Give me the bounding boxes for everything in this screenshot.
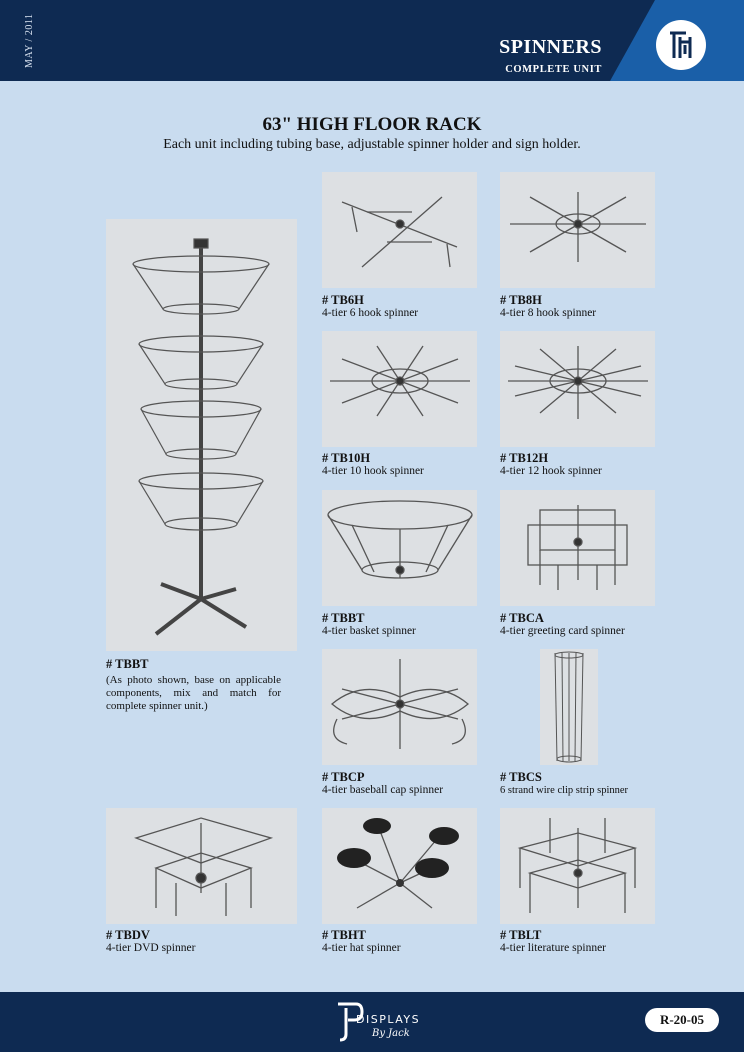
product-code-tblt: # TBLT: [500, 928, 542, 942]
product-desc-tbht: 4-tier hat spinner: [322, 942, 401, 954]
product-photo-tbbt-full: [106, 219, 297, 651]
section-title: SPINNERS: [499, 36, 602, 58]
product-desc-tb10h: 4-tier 10 hook spinner: [322, 465, 424, 477]
product-photo-tb6h: [322, 172, 477, 288]
product-photo-tbcs: [540, 649, 598, 765]
product-desc-tbcp: 4-tier baseball cap spinner: [322, 784, 444, 796]
featured-note: (As photo shown, base on applicable components, mix and match for complete spinner unit.): [106, 674, 281, 712]
page-subtitle: Each unit including tubing base, adjustable spinner holder and sign holder.: [163, 137, 581, 152]
product-code-tb12h: # TB12H: [500, 451, 549, 465]
product-code-tbdv: # TBDV: [106, 928, 150, 942]
product-desc-tbcs: 6 strand wire clip strip spinner: [500, 785, 629, 796]
product-photo-tbca: [500, 490, 655, 606]
page-title: 63" HIGH FLOOR RACK: [262, 114, 482, 135]
product-desc-tbca: 4-tier greeting card spinner: [500, 625, 625, 637]
product-desc-tb12h: 4-tier 12 hook spinner: [500, 465, 602, 477]
product-desc-tbdv: 4-tier DVD spinner: [106, 942, 196, 954]
product-code-tb6h: # TB6H: [322, 293, 364, 307]
header-bar: [0, 0, 744, 81]
issue-date: MAY / 2011: [24, 14, 35, 69]
product-photo-tbbt: [322, 490, 477, 606]
product-code-tb8h: # TB8H: [500, 293, 542, 307]
page-number: R-20-05: [645, 1008, 719, 1032]
product-code-tbcp: # TBCP: [322, 770, 365, 784]
product-code-tbbt: # TBBT: [322, 611, 365, 625]
product-desc-tb8h: 4-tier 8 hook spinner: [500, 307, 597, 319]
product-code-tb10h: # TB10H: [322, 451, 371, 465]
product-desc-tbbt: 4-tier basket spinner: [322, 625, 416, 637]
product-photo-tblt: [500, 808, 655, 924]
product-desc-tblt: 4-tier literature spinner: [500, 942, 607, 954]
product-desc-tb6h: 4-tier 6 hook spinner: [322, 307, 419, 319]
product-code-tbcs: # TBCS: [500, 770, 542, 784]
brand-name: DISPLAYS: [356, 1013, 421, 1026]
company-monogram-icon: [656, 20, 706, 70]
product-photo-tb10h: [322, 331, 477, 447]
product-photo-tbht: [322, 808, 477, 924]
featured-code: # TBBT: [106, 657, 149, 671]
product-photo-tbcp: [322, 649, 477, 765]
header-accent: [0, 0, 744, 81]
product-photo-tb12h: [500, 331, 655, 447]
section-subtitle: COMPLETE UNIT: [505, 64, 602, 75]
product-photo-tbdv: [106, 808, 297, 924]
product-photo-tb8h: [500, 172, 655, 288]
product-code-tbca: # TBCA: [500, 611, 544, 625]
brand-tagline: By Jack: [372, 1028, 410, 1039]
product-code-tbht: # TBHT: [322, 928, 366, 942]
